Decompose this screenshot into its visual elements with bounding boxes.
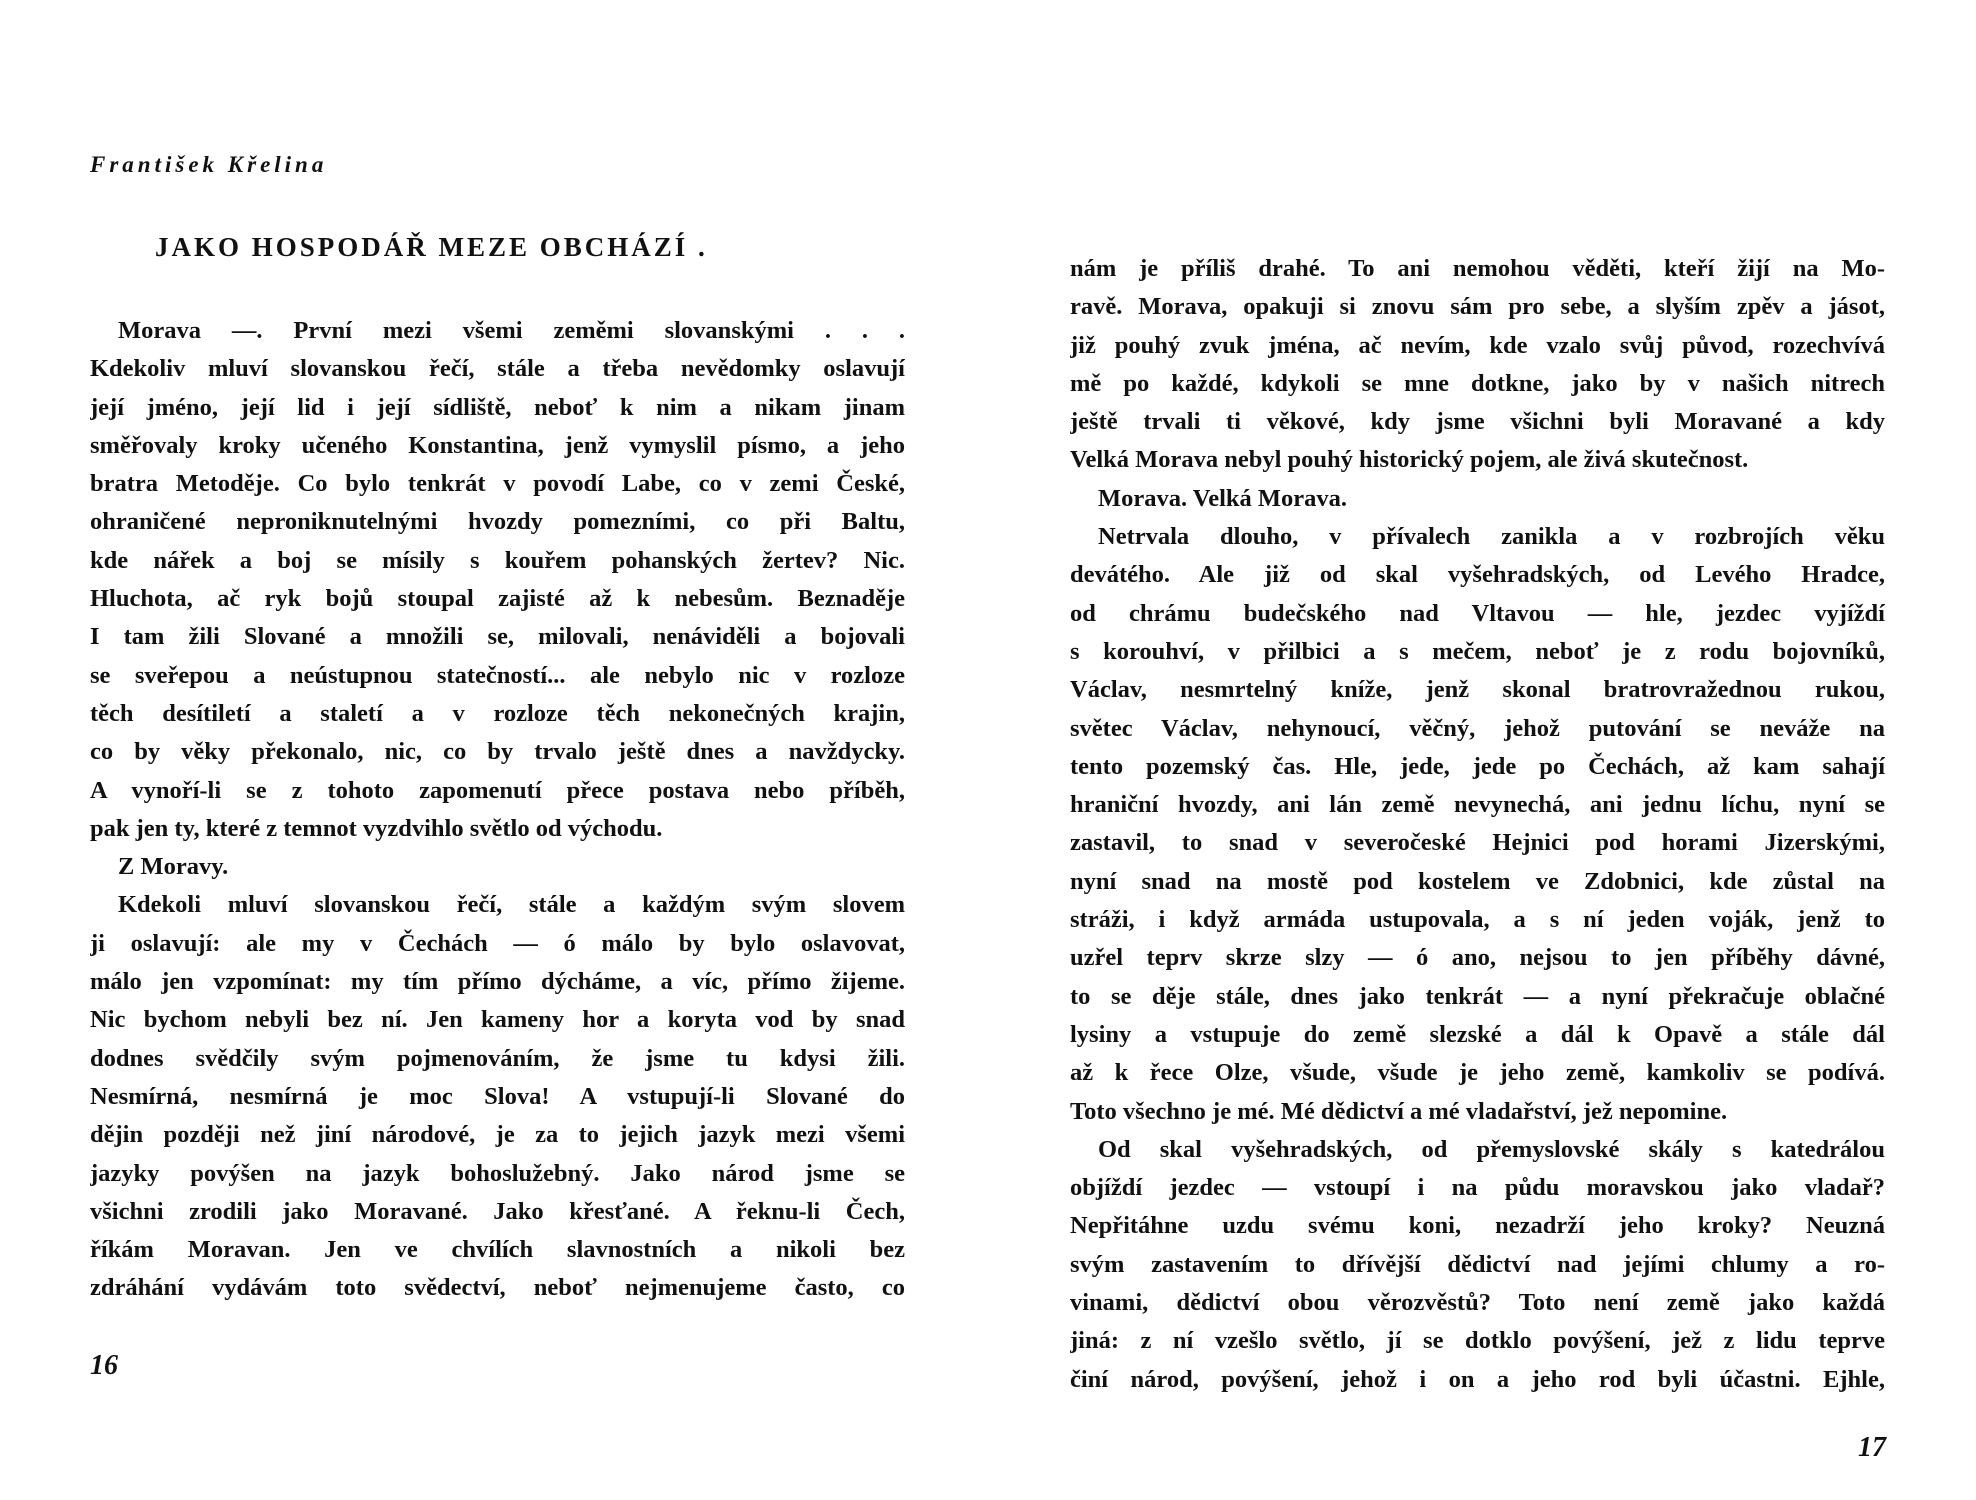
author-name: František Křelina: [90, 152, 328, 177]
text-line: lysiny a vstupuje do země slezské a dál k Opavě a stále dál: [1070, 1020, 1885, 1048]
text-line: nyní snad na mostě pod kostelem ve Zdobnici, kde zůstal na: [1070, 867, 1885, 895]
text-line: hraniční hvozdy, ani lán země nevynechá, ani jednu líchu, nyní se: [1070, 791, 1885, 819]
text-line: Kdekoliv mluví slovanskou řečí, stále a třeba nevědomky oslavují: [90, 355, 905, 383]
text-line: jazyky povýšen na jazyk bohoslužebný. Jako národ jsme se: [90, 1159, 905, 1187]
text-line: nám je příliš drahé. To ani nemohou věděti, kteří žijí na Mo-: [1070, 255, 1885, 282]
text-line: Nic bychom nebyli bez ní. Jen kameny hor a koryta vod by snad: [90, 1006, 905, 1034]
text-line: Václav, nesmrtelný kníže, jenž skonal bratrovražednou rukou,: [1070, 676, 1885, 704]
text-line: Toto všechno je mé. Mé dědictví a mé vladařství, jež nepomine.: [1070, 1097, 1728, 1125]
text-line: to se děje stále, dnes jako tenkrát — a nyní překračuje oblačné: [1070, 982, 1885, 1010]
text-line: Nepřitáhne uzdu svému koni, nezadrží jeho kroky? Neuzná: [1070, 1212, 1885, 1240]
text-line: bratra Metoděje. Co bylo tenkrát v povodí Labe, co v zemi České,: [90, 470, 905, 498]
text-line: Kdekoli mluví slovanskou řečí, stále a každým svým slovem: [118, 891, 905, 919]
text-line: činí národ, povýšení, jehož i on a jeho rod byli účastni. Ejhle,: [1070, 1365, 1885, 1393]
text-line: Hluchota, ač ryk bojů stoupal zajisté až k nebesům. Beznaděje: [90, 585, 905, 613]
text-line: Netrvala dlouho, v přívalech zanikla a v rozbrojích věku: [1098, 523, 1885, 551]
text-line: pak jen ty, které z temnot vyzdvihlo světlo od východu.: [90, 814, 663, 842]
text-line: mě po každé, kdykoli se mne dotkne, jako by v našich nitrech: [1070, 369, 1885, 397]
text-line: málo jen vzpomínat: my tím přímo dýcháme, a víc, přímo žijeme.: [90, 968, 905, 996]
page-number-left: 16: [90, 1350, 118, 1381]
right-page-text: [1070, 250, 1885, 1399]
text-line: vinami, dědictví obou věrozvěstů? Toto není země jako každá: [1070, 1289, 1885, 1317]
text-line: tento pozemský čas. Hle, jede, jede po Čechách, až kam sahají: [1070, 752, 1885, 780]
text-line: Morava —. První mezi všemi zeměmi slovanskými . . .: [118, 317, 905, 344]
text-line: dodnes svědčily svým pojmenováním, že jsme tu kdysi žili.: [90, 1044, 905, 1072]
text-line: Morava. Velká Morava.: [1098, 484, 1348, 512]
text-line: již pouhý zvuk jména, ač nevím, kde vzalo svůj původ, rozechvívá: [1070, 331, 1885, 359]
chapter-title: JAKO HOSPODÁŘ MEZE OBCHÁZÍ .: [155, 232, 708, 262]
text-line: ohraničené neproniknutelnými hvozdy pomezními, co při Baltu,: [90, 508, 905, 536]
text-line: jiná: z ní vzešlo světlo, jí se dotklo povýšení, jež z lidu teprve: [1070, 1327, 1885, 1355]
text-line: se sveřepou a neústupnou statečností... ale nebylo nic v rozloze: [90, 661, 905, 689]
text-line: Z Moravy.: [118, 853, 229, 881]
text-line: říkám Moravan. Jen ve chvílích slavnostních a nikoli bez: [90, 1236, 905, 1264]
text-line: až k řece Olze, všude, všude je jeho země, kamkoliv se podívá.: [1070, 1059, 1885, 1087]
text-line: objíždí jezdec — vstoupí i na půdu moravskou jako vladař?: [1070, 1174, 1885, 1202]
text-line: kde nářek a boj se mísily s kouřem pohanských žertev? Nic.: [90, 546, 905, 574]
text-line: zdráhání vydávám toto svědectví, neboť nejmenujeme často, co: [90, 1274, 905, 1302]
text-line: všichni zrodili jako Moravané. Jako křesťané. A řeknu-li Čech,: [90, 1197, 905, 1225]
text-line: svým zastavením to dřívější dědictví nad jejími chlumy a ro-: [1070, 1250, 1885, 1278]
text-line: I tam žili Slované a množili se, milovali, nenáviděli a bojovali: [90, 623, 905, 651]
text-line: A vynoří-li se z tohoto zapomenutí přece postava nebo příběh,: [90, 776, 905, 804]
page-number-right: 17: [1858, 1432, 1886, 1463]
text-line: uzřel teprv skrze slzy — ó ano, nejsou to jen příběhy dávné,: [1070, 944, 1885, 972]
right-page: [988, 0, 1976, 1500]
text-line: co by věky překonalo, nic, co by trvalo ještě dnes a navždycky.: [90, 738, 905, 766]
text-line: ji oslavují: ale my v Čechách — ó málo by bylo oslavovat,: [90, 929, 905, 957]
text-line: zastavil, to snad v severočeské Hejnici pod horami Jizerskými,: [1070, 829, 1885, 857]
text-line: od chrámu budečského nad Vltavou — hle, jezdec vyjíždí: [1070, 599, 1885, 627]
left-page-text: [90, 312, 905, 1308]
text-line: těch desítiletí a staletí a v rozloze těch nekonečných krajin,: [90, 699, 905, 727]
text-line: ještě trvali ti věkové, kdy jsme všichni byli Moravané a kdy: [1070, 408, 1885, 436]
text-line: její jméno, její lid i její sídliště, neboť k nim a nikam jinam: [90, 393, 905, 421]
text-line: Nesmírná, nesmírná je moc Slova! A vstupují-li Slované do: [90, 1082, 905, 1110]
text-line: ravě. Morava, opakuji si znovu sám pro sebe, a slyším zpěv a jásot,: [1070, 293, 1885, 321]
text-line: směřovaly kroky učeného Konstantina, jenž vymyslil písmo, a jeho: [90, 431, 905, 459]
text-line: Velká Morava nebyl pouhý historický pojem, ale živá skutečnost.: [1070, 446, 1749, 474]
text-line: Od skal vyšehradských, od přemyslovské skály s katedrálou: [1098, 1135, 1885, 1163]
text-line: světec Václav, nehynoucí, věčný, jehož putování se neváže na: [1070, 714, 1885, 742]
text-line: s korouhví, v přilbici a s mečem, neboť je z rodu bojovníků,: [1070, 637, 1885, 665]
text-line: stráži, i když armáda ustupovala, a s ní jeden voják, jenž to: [1070, 906, 1885, 934]
text-line: devátého. Ale již od skal vyšehradských, od Levého Hradce,: [1070, 561, 1885, 589]
text-line: dějin později než jiní národové, je za to jejich jazyk mezi všemi: [90, 1121, 905, 1149]
